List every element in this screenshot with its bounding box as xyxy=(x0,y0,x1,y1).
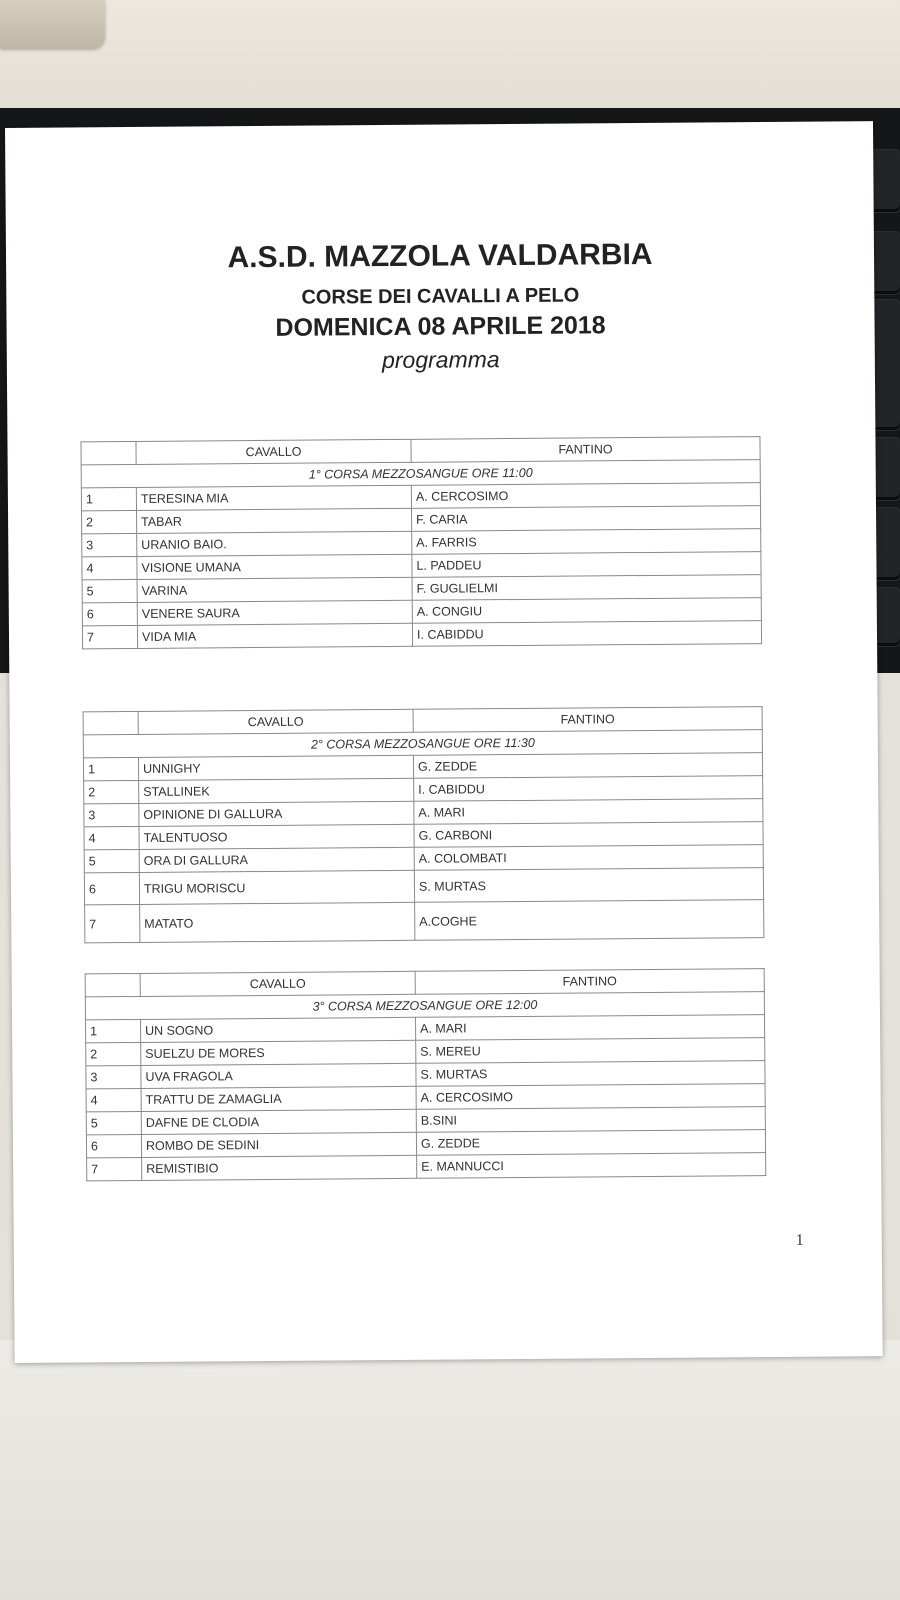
entry-number: 3 xyxy=(86,1065,141,1088)
horse-name: UVA FRAGOLA xyxy=(141,1063,416,1088)
entry-number: 4 xyxy=(84,826,139,849)
jockey-name: A. CONGIU xyxy=(412,598,761,624)
entry-number: 7 xyxy=(87,1157,142,1180)
jockey-name: G. ZEDDE xyxy=(416,1130,765,1156)
desk-surface-bottom xyxy=(0,1340,900,1600)
jockey-column-header: FANTINO xyxy=(415,969,764,995)
horse-name: VISIONE UMANA xyxy=(137,554,412,579)
entry-number: 1 xyxy=(86,1019,141,1042)
horse-name: VARINA xyxy=(137,577,412,602)
horse-name: UNNIGHY xyxy=(138,755,413,780)
race-caption: 1° CORSA MEZZOSANGUE ORE 11:00 xyxy=(81,460,760,488)
entry-number: 5 xyxy=(86,1111,141,1134)
entry-number: 7 xyxy=(82,625,137,648)
program-sheet xyxy=(5,121,883,1363)
table-row xyxy=(84,868,763,905)
horse-name: VENERE SAURA xyxy=(137,600,412,625)
entry-number: 6 xyxy=(84,872,139,904)
num-header xyxy=(83,711,138,734)
entry-number: 4 xyxy=(82,556,137,579)
jockey-name: A. COLOMBATI xyxy=(414,845,763,871)
entry-number: 4 xyxy=(86,1088,141,1111)
horse-name: TABAR xyxy=(137,508,412,533)
jockey-column-header: FANTINO xyxy=(413,707,762,733)
jockey-name: A. MARI xyxy=(414,799,763,825)
jockey-name: L. PADDEU xyxy=(412,552,761,578)
num-header xyxy=(81,441,136,464)
horse-name: ROMBO DE SEDINI xyxy=(141,1132,416,1157)
entry-number: 5 xyxy=(84,849,139,872)
page-number: 1 xyxy=(795,1231,804,1249)
horse-name: DAFNE DE CLODIA xyxy=(141,1109,416,1134)
jockey-name: A. FARRIS xyxy=(412,529,761,555)
club-title: A.S.D. MAZZOLA VALDARBIA xyxy=(227,237,653,275)
entry-number: 5 xyxy=(82,579,137,602)
program-label: programma xyxy=(381,346,500,374)
entry-number: 6 xyxy=(82,602,137,625)
race-table-2 xyxy=(83,706,765,943)
jockey-name: E. MANNUCCI xyxy=(417,1153,766,1179)
jockey-name: S. MURTAS xyxy=(416,1061,765,1087)
jockey-name: A.COGHE xyxy=(415,900,764,941)
jockey-name: S. MEREU xyxy=(416,1038,765,1064)
table-row xyxy=(85,900,764,943)
jockey-name: B.SINI xyxy=(416,1107,765,1133)
num-header xyxy=(85,973,140,996)
entry-number: 2 xyxy=(86,1042,141,1065)
entry-number: 6 xyxy=(86,1134,141,1157)
entry-number: 2 xyxy=(82,510,137,533)
jockey-column-header: FANTINO xyxy=(411,437,760,463)
event-date: DOMENICA 08 APRILE 2018 xyxy=(275,311,606,342)
horse-name: TALENTUOSO xyxy=(139,824,414,849)
horse-name: SUELZU DE MORES xyxy=(141,1040,416,1065)
horse-name: STALLINEK xyxy=(139,778,414,803)
table-row xyxy=(82,621,761,649)
entry-number: 3 xyxy=(82,533,137,556)
entry-number: 1 xyxy=(83,757,138,780)
horse-column-header: CAVALLO xyxy=(140,971,415,996)
entry-number: 3 xyxy=(84,803,139,826)
race-table-3 xyxy=(85,968,767,1181)
horse-name: ORA DI GALLURA xyxy=(139,847,414,872)
jockey-name: I. CABIDDU xyxy=(412,621,761,647)
jockey-name: F. GUGLIELMI xyxy=(412,575,761,601)
jockey-name: F. CARIA xyxy=(411,506,760,532)
event-subtitle: CORSE DEI CAVALLI A PELO xyxy=(301,284,580,309)
jockey-name: S. MURTAS xyxy=(414,868,763,903)
horse-name: REMISTIBIO xyxy=(142,1155,417,1180)
horse-name: URANIO BAIO. xyxy=(137,531,412,556)
race-caption: 2° CORSA MEZZOSANGUE ORE 11:30 xyxy=(83,730,762,758)
jockey-name: G. ZEDDE xyxy=(413,753,762,779)
horse-name: UN SOGNO xyxy=(141,1017,416,1042)
entry-number: 7 xyxy=(85,904,140,942)
horse-name: TERESINA MIA xyxy=(136,485,411,510)
horse-name: MATATO xyxy=(140,902,415,942)
horse-name: TRIGU MORISCU xyxy=(139,870,414,904)
jockey-name: G. CARBONI xyxy=(414,822,763,848)
jockey-name: I. CABIDDU xyxy=(414,776,763,802)
entry-number: 2 xyxy=(84,780,139,803)
jockey-name: A. CERCOSIMO xyxy=(411,483,760,509)
horse-name: VIDA MIA xyxy=(137,623,412,648)
horse-column-header: CAVALLO xyxy=(136,439,411,464)
jockey-name: A. CERCOSIMO xyxy=(416,1084,765,1110)
race-table-1 xyxy=(80,436,762,649)
table-row xyxy=(87,1153,766,1181)
desk-object xyxy=(0,0,105,48)
horse-name: OPINIONE DI GALLURA xyxy=(139,801,414,826)
entry-number: 1 xyxy=(81,487,136,510)
jockey-name: A. MARI xyxy=(415,1015,764,1041)
horse-name: TRATTU DE ZAMAGLIA xyxy=(141,1086,416,1111)
horse-column-header: CAVALLO xyxy=(138,709,413,734)
race-caption: 3° CORSA MEZZOSANGUE ORE 12:00 xyxy=(85,992,764,1020)
